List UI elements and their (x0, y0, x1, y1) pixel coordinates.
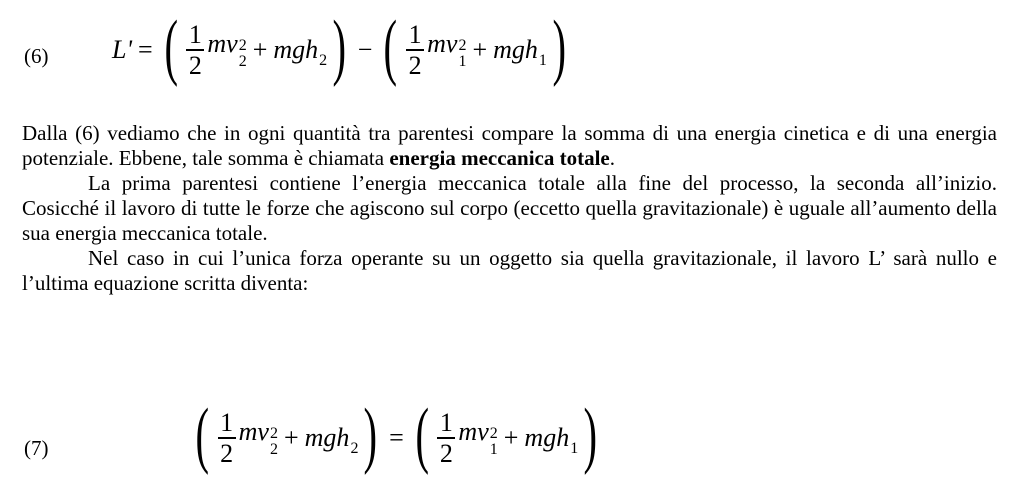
left-paren: ( (164, 6, 178, 88)
fraction-half (186, 21, 204, 79)
paragraph-1 (22, 121, 997, 171)
fraction-half (218, 409, 236, 467)
potential-term-initial (493, 35, 547, 69)
kinetic-term-initial (458, 417, 497, 460)
subscript: 2 (269, 440, 278, 458)
right-paren: ) (583, 394, 598, 476)
plus-sign: + (283, 423, 299, 452)
potential-term-final (304, 423, 359, 457)
superscript: 2 (489, 424, 498, 442)
fraction-half (437, 409, 455, 467)
plus-sign: + (252, 35, 268, 64)
subscript: 2 (350, 440, 359, 457)
plus-sign: + (472, 35, 488, 64)
equation-7 (0, 390, 1024, 487)
term-mv: mv (458, 416, 489, 446)
term-mv: mv (427, 28, 458, 58)
superscript: 2 (458, 36, 467, 54)
term-mv: mv (207, 28, 238, 58)
bold-term: energia meccanica totale (389, 146, 610, 170)
fraction-numerator: 1 (220, 407, 234, 437)
sup-sub (458, 38, 466, 70)
sup-sub (490, 426, 498, 458)
body-text (22, 121, 997, 296)
kinetic-term-initial (427, 29, 466, 72)
left-paren: ( (195, 394, 210, 476)
superscript: 2 (269, 424, 278, 442)
fraction-numerator: 1 (188, 19, 202, 49)
left-paren: ( (415, 394, 429, 476)
term-mgh: mgh (493, 35, 538, 64)
subscript: 1 (570, 440, 579, 457)
plus-sign: + (503, 423, 519, 452)
right-paren: ) (363, 394, 378, 476)
sup-sub (239, 38, 247, 70)
subscript: 1 (489, 440, 498, 458)
term-mgh: mgh (524, 423, 570, 452)
sup-sub (270, 426, 278, 458)
equals-sign: = (389, 423, 404, 452)
subscript: 1 (538, 52, 547, 69)
kinetic-term-final (239, 417, 278, 460)
equation-6 (0, 0, 1024, 100)
right-paren: ) (332, 6, 347, 88)
subscript: 2 (319, 52, 328, 69)
paragraph-2: La prima parentesi contiene l’energia meccanica totale alla fine del processo, la seconda all’inizio. Cosicché il lavoro di tutte le forze che agiscono sul corpo (eccetto quella gravitazionale) è uguale all’aumento della sua energia meccanica totale. (22, 171, 997, 245)
fraction-denominator: 2 (220, 438, 234, 468)
equation-7-formula (190, 392, 603, 484)
fraction-half (406, 21, 424, 79)
minus-sign: − (357, 35, 373, 64)
fraction-numerator: 1 (439, 407, 453, 437)
left-paren: ( (384, 6, 398, 88)
potential-term-final (273, 35, 328, 69)
fraction-numerator: 1 (408, 19, 422, 49)
superscript: 2 (238, 36, 247, 54)
paragraph-1-text: Dalla (6) vediamo che in ogni quantità tra parentesi compare la somma di una energia cinetica e di una energia potenziale. Ebbene, tale somma è chiamata (22, 121, 997, 170)
equation-number-6: (6) (24, 44, 49, 68)
term-mgh: mgh (304, 423, 350, 452)
equation-number-7: (7) (24, 436, 49, 460)
fraction-denominator: 2 (408, 50, 422, 80)
equals-sign: = (138, 35, 153, 64)
potential-term-initial (524, 423, 579, 457)
subscript: 1 (458, 52, 467, 70)
paragraph-1-end: . (609, 146, 616, 170)
lhs-work: L' (112, 35, 133, 64)
kinetic-term-final (207, 29, 246, 72)
subscript: 2 (238, 52, 247, 70)
equation-6-formula (112, 4, 572, 96)
fraction-denominator: 2 (188, 50, 202, 80)
fraction-denominator: 2 (439, 438, 453, 468)
term-mv: mv (238, 416, 269, 446)
term-mgh: mgh (273, 35, 319, 64)
right-paren: ) (552, 6, 567, 88)
paragraph-3: Nel caso in cui l’unica forza operante su un oggetto sia quella gravitazionale, il lavoro L’ sarà nullo e l’ultima equazione scritta diventa: (22, 246, 997, 295)
